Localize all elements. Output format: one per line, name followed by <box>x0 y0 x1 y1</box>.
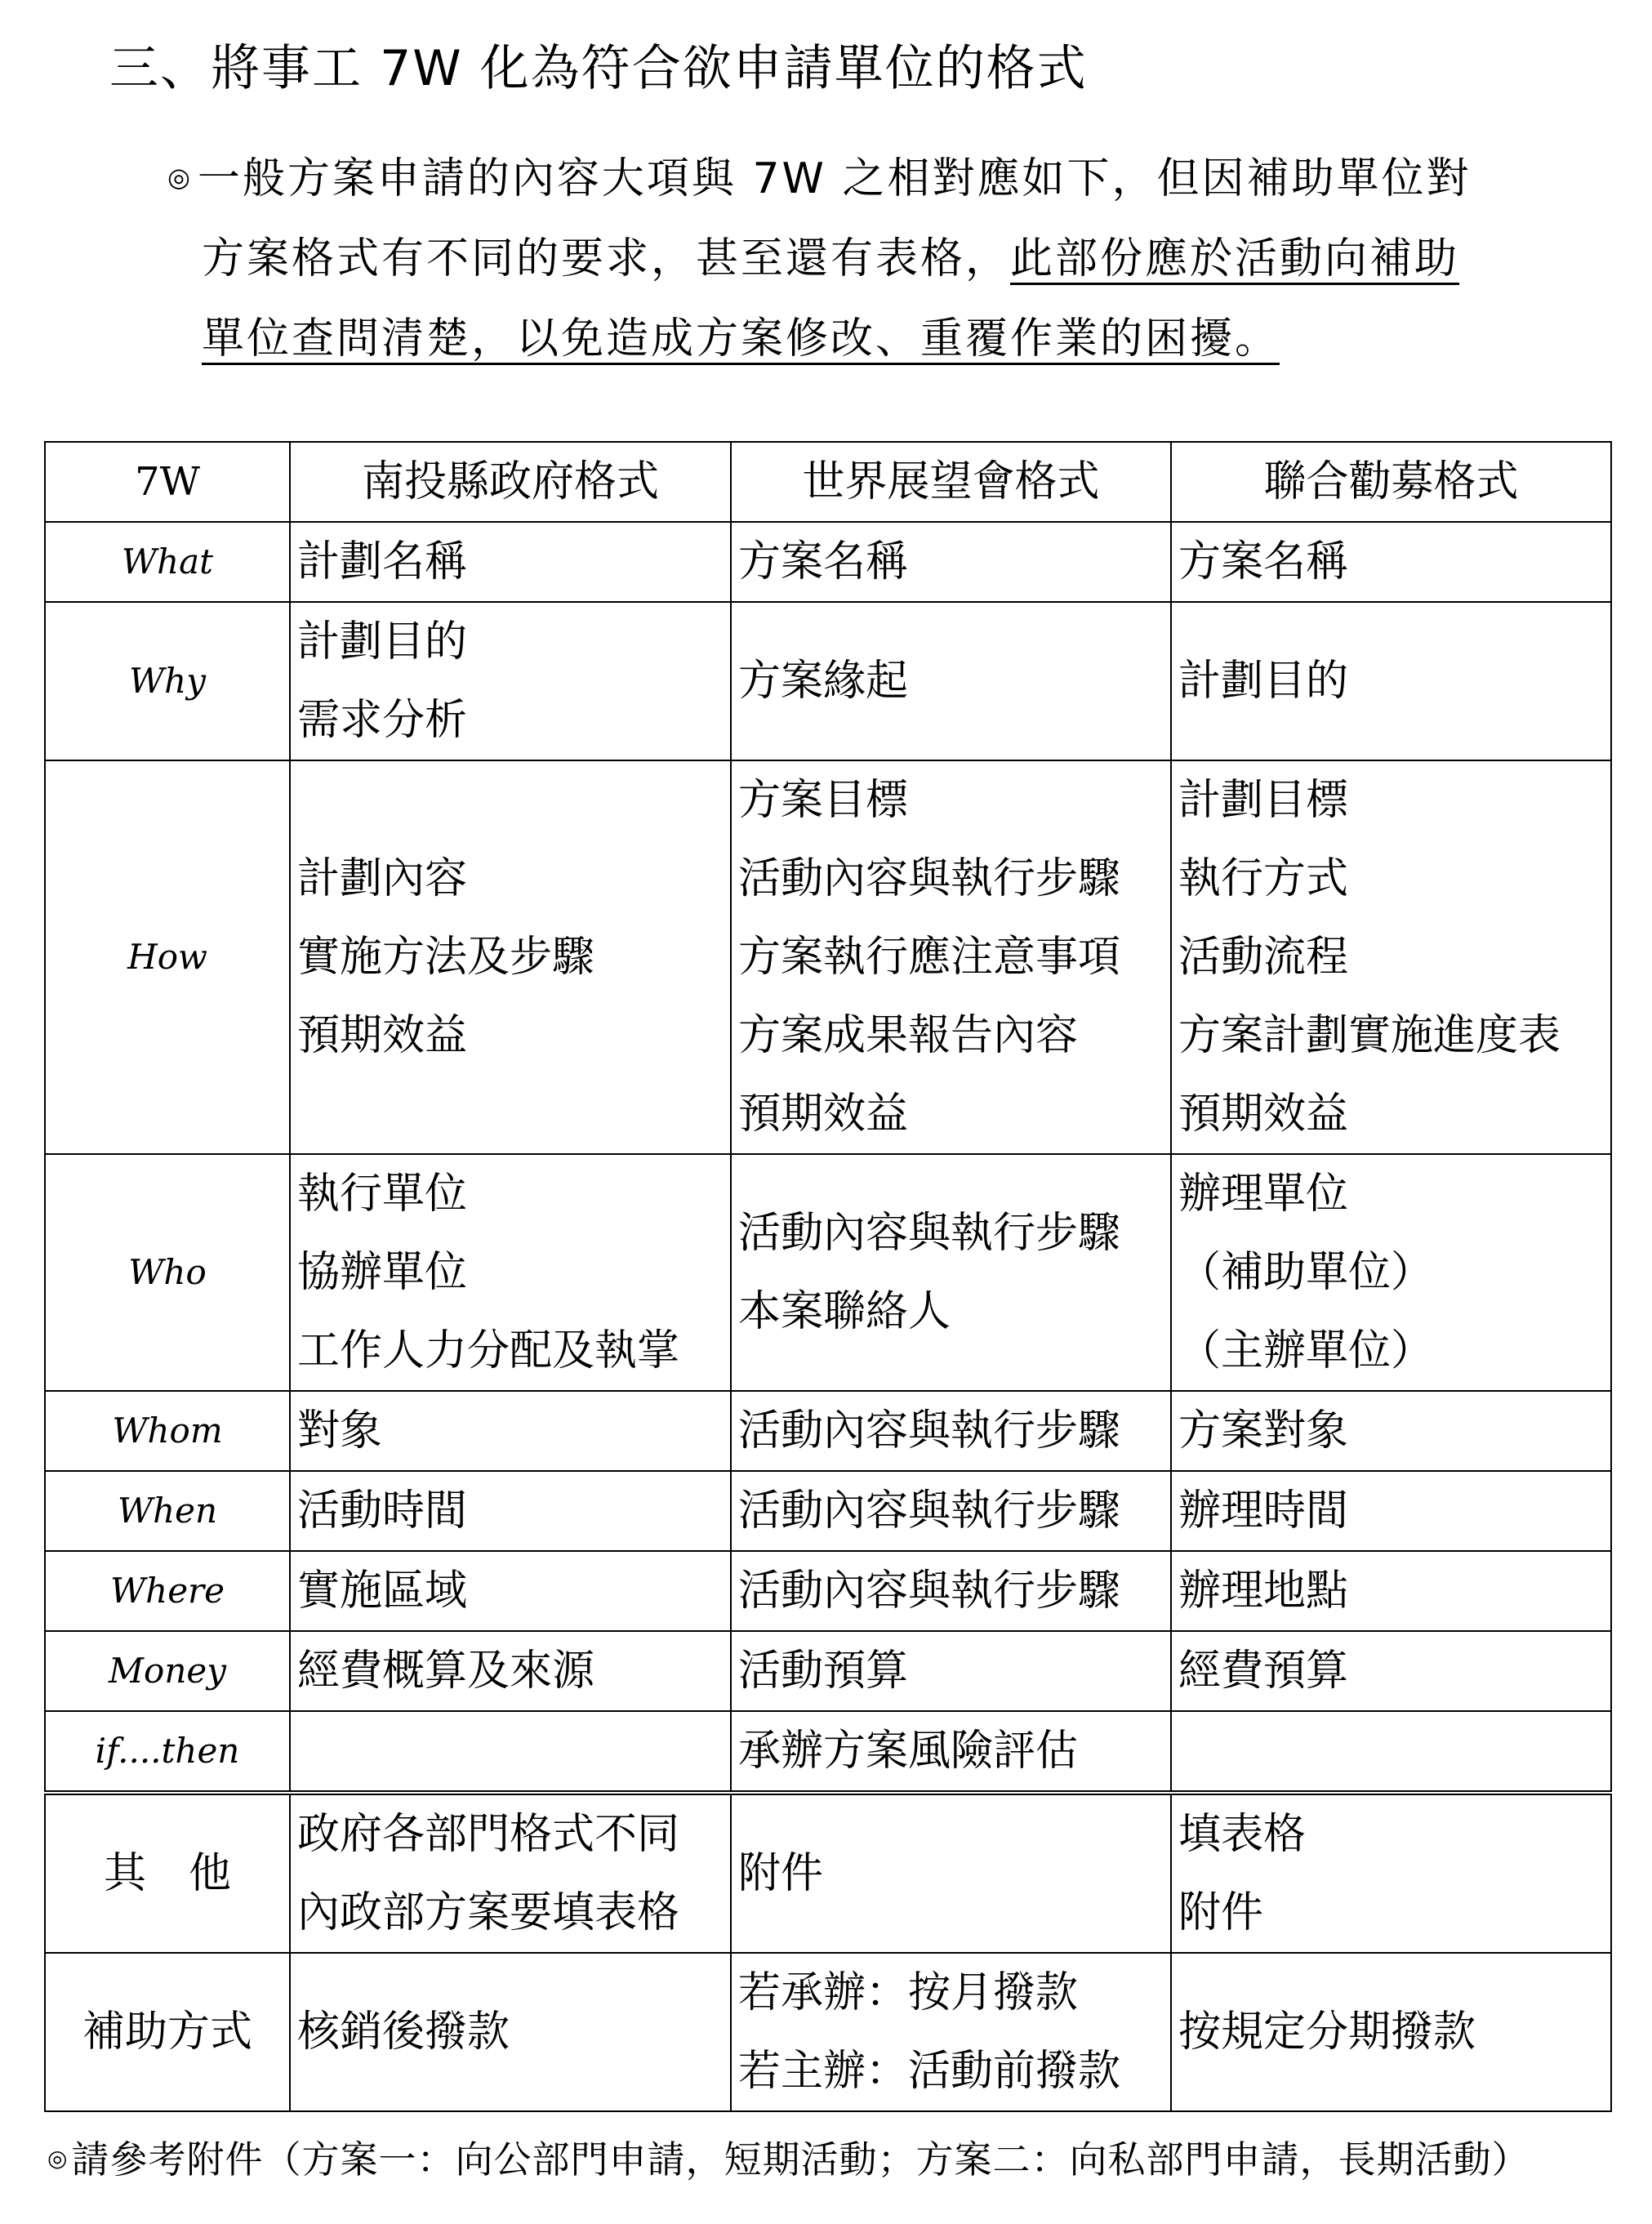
cell-line: 方案名稱 <box>738 537 909 586</box>
cell-line: 內政部方案要填表格 <box>297 1888 680 1937</box>
row-key: When <box>45 1471 290 1551</box>
cell-line: 活動時間 <box>297 1486 468 1535</box>
cell-line: 需求分析 <box>297 696 468 745</box>
cell-line: 活動內容與執行步驟 <box>738 1567 1121 1616</box>
footnote: ◎請參考附件（方案一：向公部門申請，短期活動；方案二：向私部門申請，長期活動） <box>47 2137 1530 2182</box>
cell-unitedway <box>1171 1711 1611 1793</box>
row-key: Why <box>45 602 290 760</box>
cell-nantou <box>290 522 731 602</box>
cell-line: 若承辦：按月撥款 <box>738 1968 1079 2017</box>
row-key: Money <box>45 1631 290 1711</box>
cell-line: 按規定分期撥款 <box>1178 2008 1476 2057</box>
cell-line: 預期效益 <box>738 1090 909 1139</box>
cell-unitedway <box>1171 602 1611 760</box>
cell-line: 若主辦：活動前撥款 <box>738 2047 1121 2096</box>
cell-line: 活動內容與執行步驟 <box>738 1406 1121 1455</box>
cell-line: 經費預算 <box>1178 1647 1349 1696</box>
cell-unitedway <box>1171 1631 1611 1711</box>
cell-line: 計劃內容 <box>297 854 468 903</box>
cell-line: 核銷後撥款 <box>297 2008 510 2057</box>
cell-unitedway <box>1171 1551 1611 1631</box>
row-key: Who <box>45 1154 290 1391</box>
cell-line: 執行方式 <box>1178 854 1349 903</box>
cell-line: 附件 <box>1178 1888 1264 1937</box>
cell-line: 辦理時間 <box>1178 1486 1349 1535</box>
table-row <box>45 602 1611 760</box>
underlined-note: 單位查問清楚，以免造成方案修改、重覆作業的困擾。 <box>202 314 1280 363</box>
cell-line: 方案目標 <box>738 776 909 825</box>
intro-line-1: ◎ 一般方案申請的內容大項與 7W 之相對應如下，但因補助單位對 <box>167 154 1472 203</box>
cell-line: 協辦單位 <box>297 1248 468 1297</box>
header-worldvision: 世界展望會格式 <box>731 442 1171 522</box>
table-row <box>45 1793 1611 1953</box>
cell-line: 方案計劃實施進度表 <box>1178 1011 1561 1060</box>
intro-paragraph <box>167 137 1539 379</box>
format-comparison-table <box>44 441 1612 2112</box>
cell-line: 承辦方案風險評估 <box>738 1727 1079 1776</box>
cell-line: 附件 <box>738 1849 824 1898</box>
cell-worldvision <box>731 1391 1171 1471</box>
cell-line: 執行單位 <box>297 1170 468 1219</box>
underlined-note: 此部份應於活動向補助 <box>1010 234 1460 283</box>
cell-line: 活動預算 <box>738 1647 909 1696</box>
cell-nantou <box>290 1953 731 2111</box>
bullet-mark-icon: ◎ <box>47 2145 69 2172</box>
cell-line: 經費概算及來源 <box>297 1647 595 1696</box>
row-key: 其 他 <box>45 1793 290 1953</box>
cell-unitedway <box>1171 1471 1611 1551</box>
cell-worldvision <box>731 522 1171 602</box>
section-heading: 三、將事工 7W 化為符合欲申請單位的格式 <box>109 40 1088 97</box>
table-row <box>45 760 1611 1154</box>
cell-worldvision <box>731 760 1171 1154</box>
cell-line: 預期效益 <box>297 1011 468 1060</box>
cell-line: 實施方法及步驟 <box>297 933 595 982</box>
cell-line: （補助單位） <box>1178 1248 1434 1297</box>
cell-worldvision <box>731 1953 1171 2111</box>
table-row <box>45 1391 1611 1471</box>
cell-unitedway <box>1171 522 1611 602</box>
cell-line: 本案聯絡人 <box>738 1287 951 1336</box>
table-row <box>45 1471 1611 1551</box>
cell-line: 方案對象 <box>1178 1406 1349 1455</box>
header-7w: 7W <box>45 442 290 522</box>
cell-worldvision <box>731 1154 1171 1391</box>
cell-line: （主辦單位） <box>1178 1326 1434 1375</box>
cell-line: 填表格 <box>1178 1810 1307 1859</box>
row-key: if....then <box>45 1711 290 1793</box>
table-header-row <box>45 442 1611 522</box>
cell-nantou <box>290 1391 731 1471</box>
cell-worldvision <box>731 1793 1171 1953</box>
cell-line: 計劃目標 <box>1178 776 1349 825</box>
header-unitedway: 聯合勸募格式 <box>1171 442 1611 522</box>
cell-line: 辦理單位 <box>1178 1170 1349 1219</box>
cell-unitedway <box>1171 1391 1611 1471</box>
cell-worldvision <box>731 1631 1171 1711</box>
cell-nantou <box>290 760 731 1154</box>
cell-line: 辦理地點 <box>1178 1567 1349 1616</box>
cell-line: 計劃目的 <box>297 617 468 666</box>
table-row <box>45 1953 1611 2111</box>
table-row <box>45 1711 1611 1793</box>
cell-nantou <box>290 1471 731 1551</box>
row-key: Whom <box>45 1391 290 1471</box>
cell-unitedway <box>1171 760 1611 1154</box>
row-key: What <box>45 522 290 602</box>
cell-line: 方案執行應注意事項 <box>738 933 1121 982</box>
cell-line: 對象 <box>297 1406 383 1455</box>
cell-line: 方案名稱 <box>1178 537 1349 586</box>
cell-nantou <box>290 1631 731 1711</box>
cell-line: 方案成果報告內容 <box>738 1011 1079 1060</box>
table-row <box>45 1551 1611 1631</box>
table-row <box>45 522 1611 602</box>
row-key: 補助方式 <box>45 1953 290 2111</box>
table-row <box>45 1631 1611 1711</box>
cell-line: 活動內容與執行步驟 <box>738 1486 1121 1535</box>
cell-nantou <box>290 602 731 760</box>
cell-line: 實施區域 <box>297 1567 468 1616</box>
cell-nantou <box>290 1154 731 1391</box>
row-key: How <box>45 760 290 1154</box>
cell-worldvision <box>731 1471 1171 1551</box>
cell-line: 活動內容與執行步驟 <box>738 1209 1121 1258</box>
header-nantou: 南投縣政府格式 <box>290 442 731 522</box>
intro-line-3 <box>167 299 1539 379</box>
cell-line: 工作人力分配及執掌 <box>297 1326 680 1375</box>
table-row <box>45 1154 1611 1391</box>
cell-nantou <box>290 1793 731 1953</box>
cell-line: 活動內容與執行步驟 <box>738 854 1121 903</box>
cell-worldvision <box>731 602 1171 760</box>
cell-line: 政府各部門格式不同 <box>297 1810 680 1859</box>
cell-unitedway <box>1171 1154 1611 1391</box>
cell-unitedway <box>1171 1793 1611 1953</box>
cell-line: 計劃目的 <box>1178 657 1349 706</box>
bullet-mark-icon: ◎ <box>167 162 193 193</box>
cell-line: 方案緣起 <box>738 657 909 706</box>
cell-line: 預期效益 <box>1178 1090 1349 1139</box>
cell-worldvision <box>731 1711 1171 1793</box>
cell-line: 計劃名稱 <box>297 537 468 586</box>
row-key: Where <box>45 1551 290 1631</box>
cell-nantou <box>290 1551 731 1631</box>
cell-unitedway <box>1171 1953 1611 2111</box>
cell-line: 活動流程 <box>1178 933 1349 982</box>
intro-line-2: 方案格式有不同的要求，甚至還有表格，此部份應於活動向補助 <box>202 234 1460 283</box>
cell-worldvision <box>731 1551 1171 1631</box>
cell-nantou <box>290 1711 731 1793</box>
